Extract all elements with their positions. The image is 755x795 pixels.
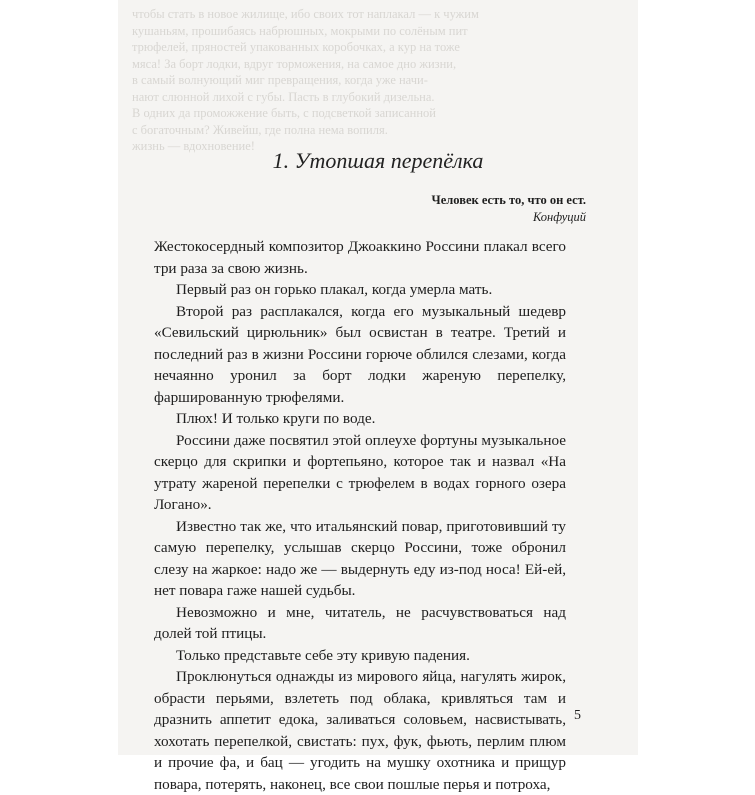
bleed-line: жизнь — вдохновение!	[132, 139, 255, 153]
bleed-line: трюфелей, пряностей упакованных коробочках, а кур на тоже	[132, 40, 460, 54]
chapter-title: 1. Утопшая перепёлка	[272, 148, 484, 173]
bleed-line: В одних да проможжение быть, с подсветкой записанной	[132, 106, 436, 120]
bleed-line: в самый волнующий миг превращения, когда уже начи-	[132, 73, 428, 87]
paragraph: Только представьте себе эту кривую падения.	[176, 646, 470, 664]
epigraph-quote: Человек есть то, что он ест.	[431, 193, 586, 207]
page-number: 5	[574, 708, 581, 723]
bleed-line: кушаньям, прошибаясь набрюшных, мокрыми по солёным пит	[132, 23, 468, 38]
paragraph: Второй раз расплакался, когда его музыкальный шедевр «Севильский цирюльник» был освистан в театре. Третий и последний раз в жизни Россини горюче облился слезами, когда нечаянно уронил за борт лодки жареную перепелку, фаршированную трюфелями.	[154, 302, 566, 406]
epigraph	[432, 192, 586, 226]
bleed-line: чтобы стать в новое жилище, ибо своих тот наплакал — к чужим	[132, 7, 479, 21]
bleed-line: с богаточным? Живейш, где полна нема вопиля.	[132, 122, 388, 137]
chapter-body	[154, 236, 566, 795]
paragraph: Плюх! И только круги по воде.	[176, 410, 376, 427]
paragraph: Первый раз он горько плакал, когда умерла мать.	[176, 281, 493, 298]
bleed-line: нают слюнной лихой с губы. Пасть в глубокий дизельна.	[132, 89, 435, 104]
bleed-line: мяса! За борт лодки, вдруг торможения, на самое дно жизни,	[132, 56, 457, 71]
bleed-through-text	[132, 6, 628, 155]
paragraph: Известно так же, что итальянский повар, приготовивший ту самую перепелку, услышав скерцо Россини, тоже обронил слезу на жаркое: надо же — выдернуть еду из-под носа! Ей-ей, нет повара гаже нашей судьбы.	[154, 517, 566, 599]
epigraph-author: Конфуций	[532, 210, 586, 224]
book-page	[118, 0, 638, 793]
paragraph: Жестокосердный композитор Джоаккино Россини плакал всего три раза за свою жизнь.	[154, 238, 566, 277]
paragraph: Невозможно и мне, читатель, не расчувствоваться над долей той птицы.	[154, 603, 566, 642]
paragraph: Россини даже посвятил этой оплеухе фортуны музыкальное скерцо для скрипки и фортепьяно, которое так и назвал «На утрату жареной перепелки с трюфелем в водах горного озера Логано».	[154, 431, 566, 513]
paragraph: Проклюнуться однажды из мирового яйца, нагулять жирок, обрасти перьями, взлететь под облака, кривляться там и дразнить аппетит едока, заливаться соловьем, насвистывать, хохотать перепелкой, свистать: пух, фук, фьють, перлим плюм и прочие фа, и бац — угодить на мушку охотника и прищур повара, потерять, наконец, все свои пошлые перья и потроха,	[154, 668, 566, 793]
